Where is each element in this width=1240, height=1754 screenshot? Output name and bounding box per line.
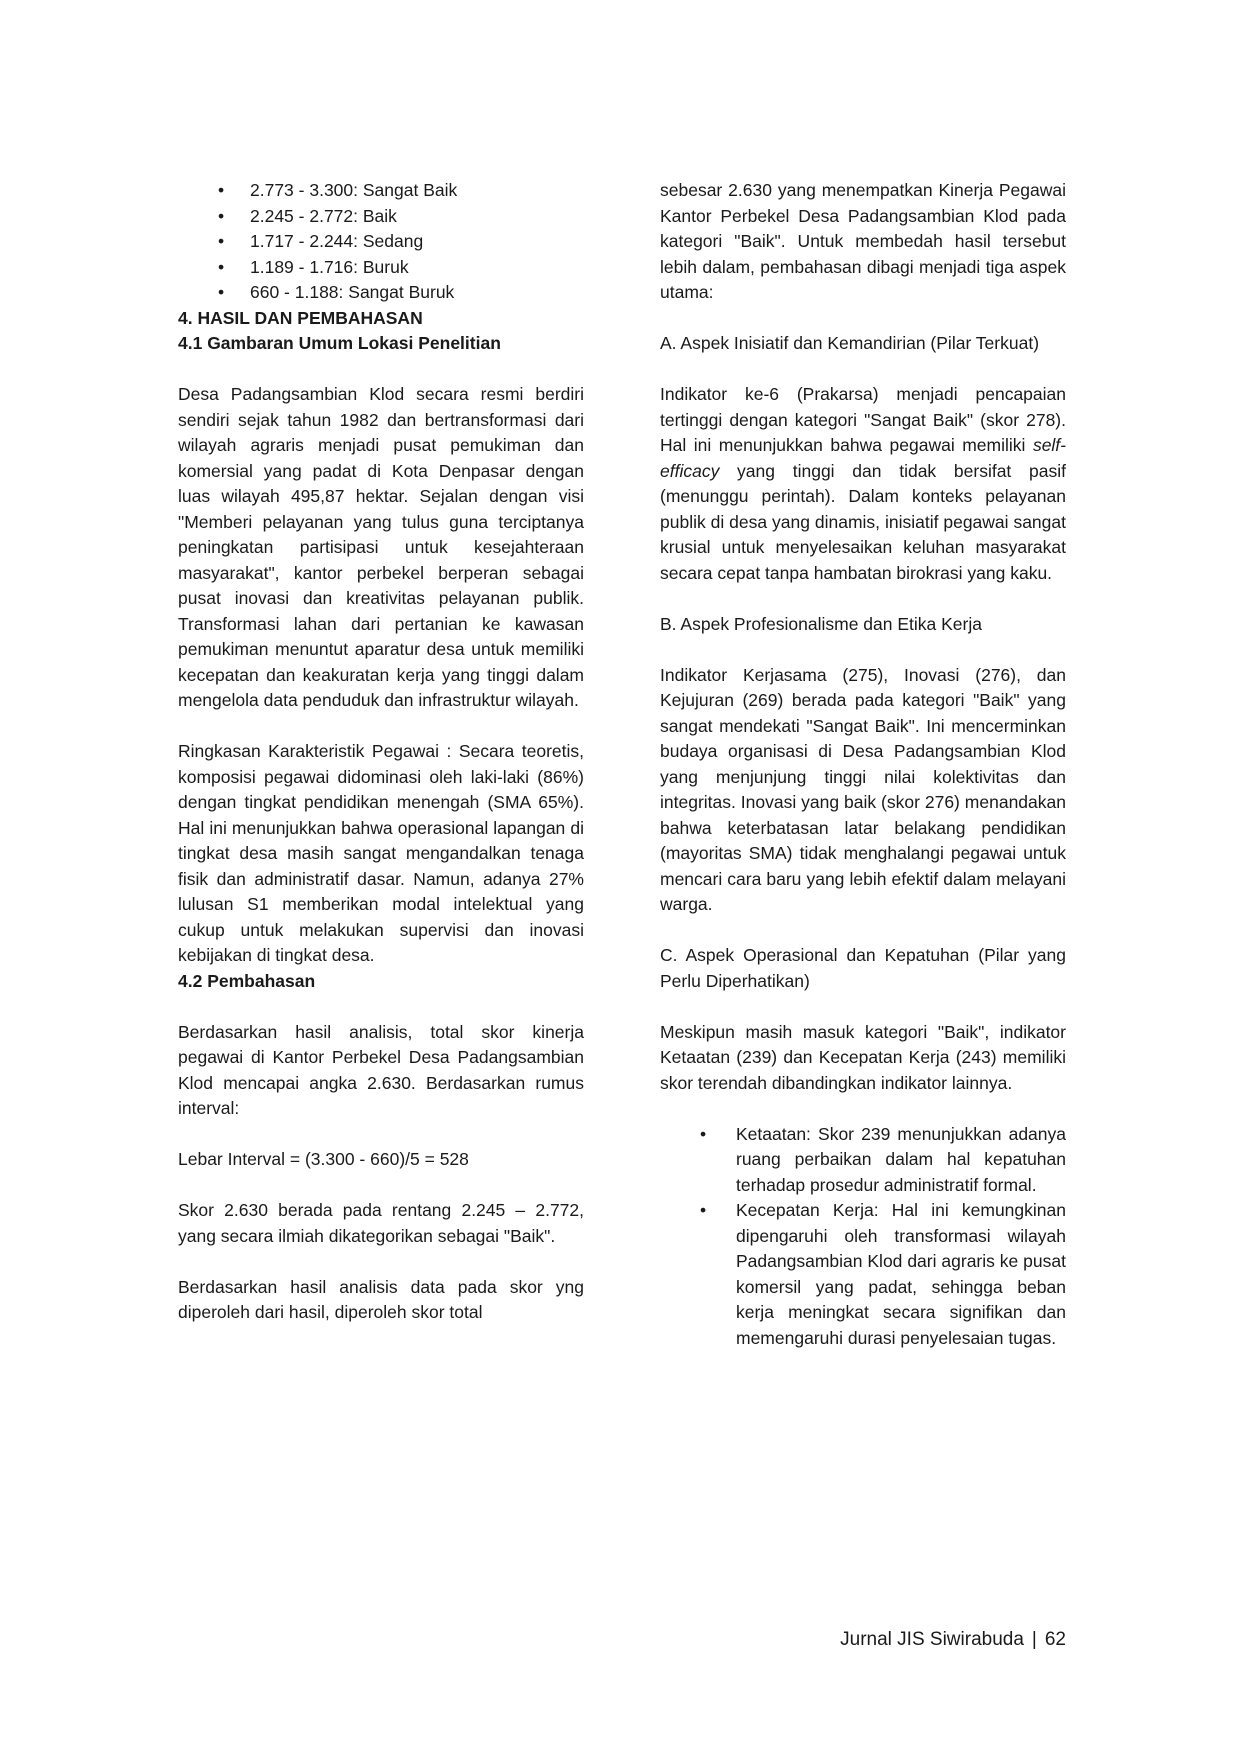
section-heading: 4. HASIL DAN PEMBAHASAN xyxy=(178,307,423,328)
bullet-icon: • xyxy=(218,231,225,251)
bullet-icon: • xyxy=(218,256,225,277)
bullet-icon: • xyxy=(700,1200,707,1220)
list-item-text: Ketaatan: Skor 239 menunjukkan adanya ruang perbaikan dalam hal kepatuhan terhadap prosedur administratif formal. xyxy=(736,1123,1066,1195)
paragraph: Indikator Kerjasama (275), Inovasi (276), dan Kejujuran (269) berada pada kategori "Baik" yang sangat mendekati "Sangat Baik". Ini mencerminkan budaya organisasi di Desa Padangsambian Klod yang menjunjung tinggi nilai kolektivitas dan integritas. Inovasi yang baik (skor 276) menandakan bahwa keterbatasan latar belakang pendidikan (mayoritas SMA) tidak menghalangi pegawai untuk mencari cara baru yang lebih efektif dalam melayani warga. xyxy=(660,664,1066,914)
page-number: 62 xyxy=(1044,1629,1066,1650)
list-item xyxy=(218,204,584,230)
paragraph: Desa Padangsambian Klod secara resmi berdiri sendiri sejak tahun 1982 dan bertransformasi dari wilayah agraris menjadi pusat pemukiman dan komersial yang padat di Kota Denpasar dengan luas wilayah 495,87 hektar. Sejalan dengan visi "Memberi pelayanan yang tulus guna terciptanya peningkatan partisipasi untuk kesejahteraan masyarakat", kantor perbekel berperan sebagai pusat inovasi dan kreativitas pelayanan publik. Transformasi lahan dari pertanian ke kawasan pemukiman menuntut aparatur desa untuk memiliki kecepatan dan keakuratan kerja yang tinggi dalam mengelola data penduduk dan infrastruktur wilayah. xyxy=(178,384,584,710)
paragraph: sebesar 2.630 yang menempatkan Kinerja Pegawai Kantor Perbekel Desa Padangsambian Klod pada kategori "Baik". Untuk membedah hasil tersebut lebih dalam, pembahasan dibagi menjadi tiga aspek utama: xyxy=(660,180,1066,302)
list-item xyxy=(218,255,584,281)
bullet-icon: • xyxy=(218,282,225,302)
bullet-icon: • xyxy=(700,1123,707,1144)
bullet-icon: • xyxy=(218,205,225,226)
list-item-text: 1.717 - 2.244: Sedang xyxy=(250,231,424,251)
subsection-heading: 4.2 Pembahasan xyxy=(178,970,316,991)
subsection-heading: 4.1 Gambaran Umum Lokasi Penelitian xyxy=(178,333,501,353)
paragraph xyxy=(660,382,1066,586)
list-item xyxy=(218,280,584,306)
paragraph-text: yang tinggi dan tidak bersifat pasif (menunggu perintah). Dalam konteks pelayanan publik di desa yang dinamis, inisiatif pegawai sangat krusial untuk menyelesaikan keluhan masyarakat secara cepat tanpa hambatan birokrasi yang kaku. xyxy=(660,460,1066,583)
list-item xyxy=(700,1122,1066,1199)
list-item-text: 2.773 - 3.300: Sangat Baik xyxy=(250,180,458,200)
list-item-text: 660 - 1.188: Sangat Buruk xyxy=(250,282,455,302)
formula: Lebar Interval = (3.300 - 660)/5 = 528 xyxy=(178,1149,469,1169)
list-item xyxy=(218,229,584,255)
right-column xyxy=(660,178,1066,1351)
indicator-list xyxy=(660,1122,1066,1352)
bullet-icon: • xyxy=(218,180,225,200)
left-column xyxy=(178,178,584,1326)
paragraph: Berdasarkan hasil analisis data pada skor yng diperoleh dari hasil, diperoleh skor total xyxy=(178,1276,584,1322)
aspect-heading: C. Aspek Operasional dan Kepatuhan (Pilar yang Perlu Diperhatikan) xyxy=(660,945,1066,991)
paragraph: Ringkasan Karakteristik Pegawai : Secara teoretis, komposisi pegawai didominasi oleh laki-laki (86%) dengan tingkat pendidikan menengah (SMA 65%). Hal ini menunjukkan bahwa operasional lapangan di tingkat desa masih sangat mengandalkan tenaga fisik dan administratif dasar. Namun, adanya 27% lulusan S1 memberikan modal intelektual yang cukup untuk melakukan supervisi dan inovasi kebijakan di tingkat desa. xyxy=(178,741,584,965)
journal-name: Jurnal JIS Siwirabuda xyxy=(840,1629,1024,1650)
list-item-text: Kecepatan Kerja: Hal ini kemungkinan dipengaruhi oleh transformasi wilayah Padangsambian Klod dari agraris ke pusat komersil yang padat, sehingga beban kerja meningkat secara signifikan dan memengaruhi durasi penyelesaian tugas. xyxy=(736,1200,1066,1348)
page-footer xyxy=(660,1628,1066,1652)
aspect-heading: B. Aspek Profesionalisme dan Etika Kerja xyxy=(660,613,982,634)
paragraph: Meskipun masih masuk kategori "Baik", indikator Ketaatan (239) dan Kecepatan Kerja (243) memiliki skor terendah dibandingkan indikator lainnya. xyxy=(660,1021,1066,1093)
list-item xyxy=(700,1198,1066,1351)
emphasis-term: self-efficacy xyxy=(660,435,1066,481)
score-scale-list xyxy=(178,178,584,306)
list-item-text: 1.189 - 1.716: Buruk xyxy=(250,256,409,277)
list-item-text: 2.245 - 2.772: Baik xyxy=(250,205,397,226)
list-item xyxy=(218,178,584,204)
footer-separator: | xyxy=(1031,1629,1037,1650)
paragraph: Berdasarkan hasil analisis, total skor kinerja pegawai di Kantor Perbekel Desa Padangsambian Klod mencapai angka 2.630. Berdasarkan rumus interval: xyxy=(178,1021,584,1118)
paragraph-text: Indikator ke-6 (Prakarsa) menjadi pencapaian tertinggi dengan kategori "Sangat Baik" (skor 278). Hal ini menunjukkan bahwa pegawai memiliki xyxy=(660,384,1066,455)
aspect-heading: A. Aspek Inisiatif dan Kemandirian (Pilar Terkuat) xyxy=(660,333,1040,353)
paragraph: Skor 2.630 berada pada rentang 2.245 – 2.772, yang secara ilmiah dikategorikan sebagai "Baik". xyxy=(178,1200,584,1246)
